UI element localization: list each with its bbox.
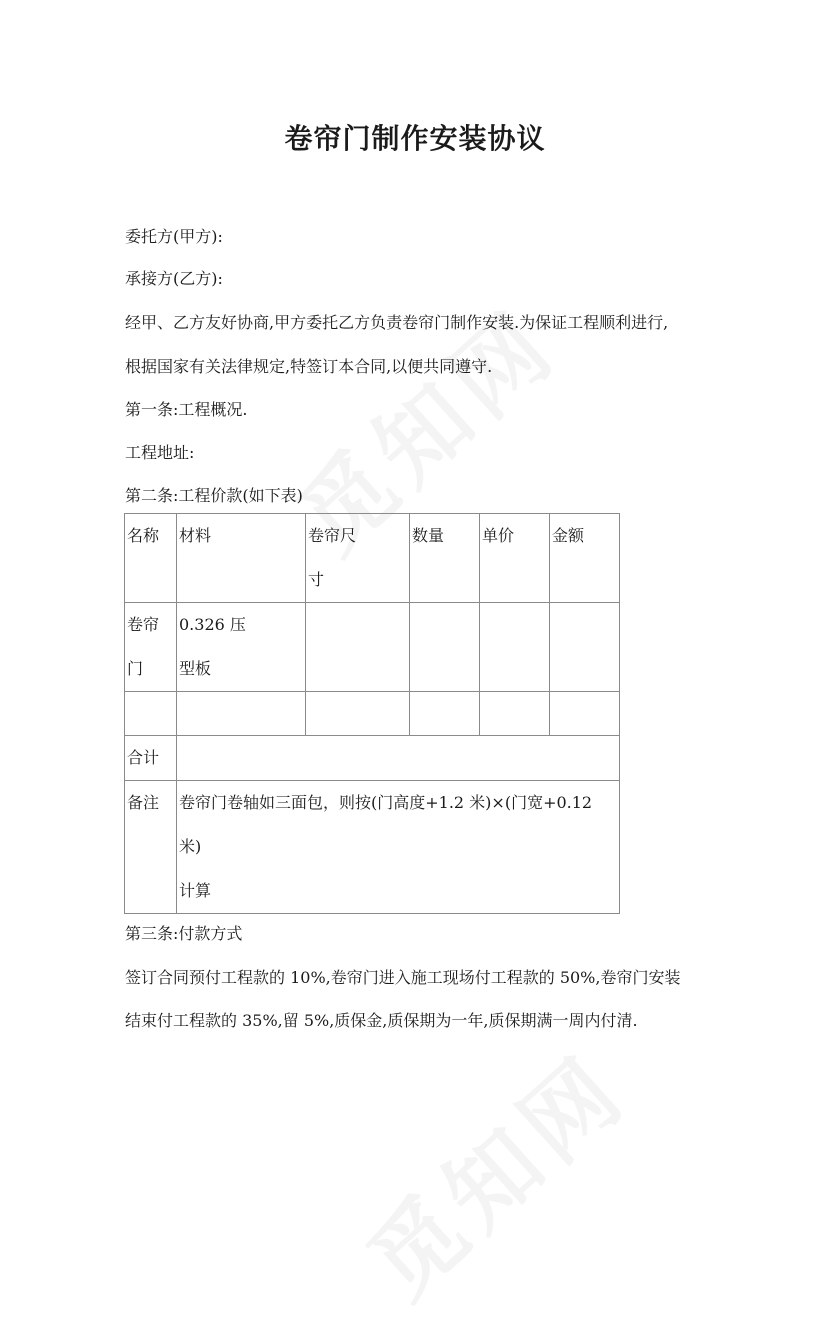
article-1-heading: 第一条:工程概况.: [125, 400, 248, 419]
row1-material-line-2: 型板: [179, 659, 212, 678]
remarks-line-1: 卷帘门卷轴如三面包，则按(门高度+1.2 米)×(门宽+0.12 米): [179, 793, 593, 856]
header-size-line-2: 寸: [308, 570, 325, 589]
row1-amount: [550, 603, 620, 692]
document-title: 卷帘门制作安装协议: [284, 122, 546, 155]
header-material: 材料: [177, 514, 306, 603]
header-quantity: 数量: [410, 514, 480, 603]
project-address-label: 工程地址:: [125, 443, 195, 462]
header-unit-price: 单价: [480, 514, 550, 603]
table-row-empty: [125, 692, 620, 736]
remarks-line-2: 计算: [179, 881, 212, 900]
party-a-label: 委托方(甲方):: [125, 227, 223, 246]
table-row: [125, 603, 620, 692]
header-size: [306, 514, 410, 603]
article-3-heading: 第三条:付款方式: [125, 924, 243, 943]
header-size-line-1: 卷帘尺: [308, 526, 357, 545]
intro-line-1: 经甲、乙方友好协商,甲方委托乙方负责卷帘门制作安装.为保证工程顺利进行,: [125, 313, 669, 332]
remarks-row: [125, 781, 620, 914]
row1-unit-price: [480, 603, 550, 692]
party-b-label: 承接方(乙方):: [125, 269, 223, 288]
row1-material-line-1: 0.326 压: [179, 615, 246, 634]
total-value: [177, 736, 620, 781]
header-amount: 金额: [550, 514, 620, 603]
intro-line-2: 根据国家有关法律规定,特签订本合同,以便共同遵守.: [125, 357, 493, 376]
table-header-row: [125, 514, 620, 603]
article-2-heading: 第二条:工程价款(如下表): [125, 486, 303, 505]
row1-size: [306, 603, 410, 692]
row1-quantity: [410, 603, 480, 692]
remarks-label: 备注: [125, 781, 177, 914]
total-row: [125, 736, 620, 781]
remarks-text: [177, 781, 620, 914]
payment-line-1: 签订合同预付工程款的 10%,卷帘门进入施工现场付工程款的 50%,卷帘门安装: [125, 968, 681, 987]
row1-material: [177, 603, 306, 692]
header-name: 名称: [125, 514, 177, 603]
watermark-bottom: [335, 1020, 651, 1322]
row1-name: 卷帘门: [125, 603, 177, 692]
payment-line-2: 结束付工程款的 35%,留 5%,质保金,质保期为一年,质保期满一周内付清.: [125, 1011, 638, 1030]
price-table: [124, 513, 620, 914]
total-label: 合计: [125, 736, 177, 781]
